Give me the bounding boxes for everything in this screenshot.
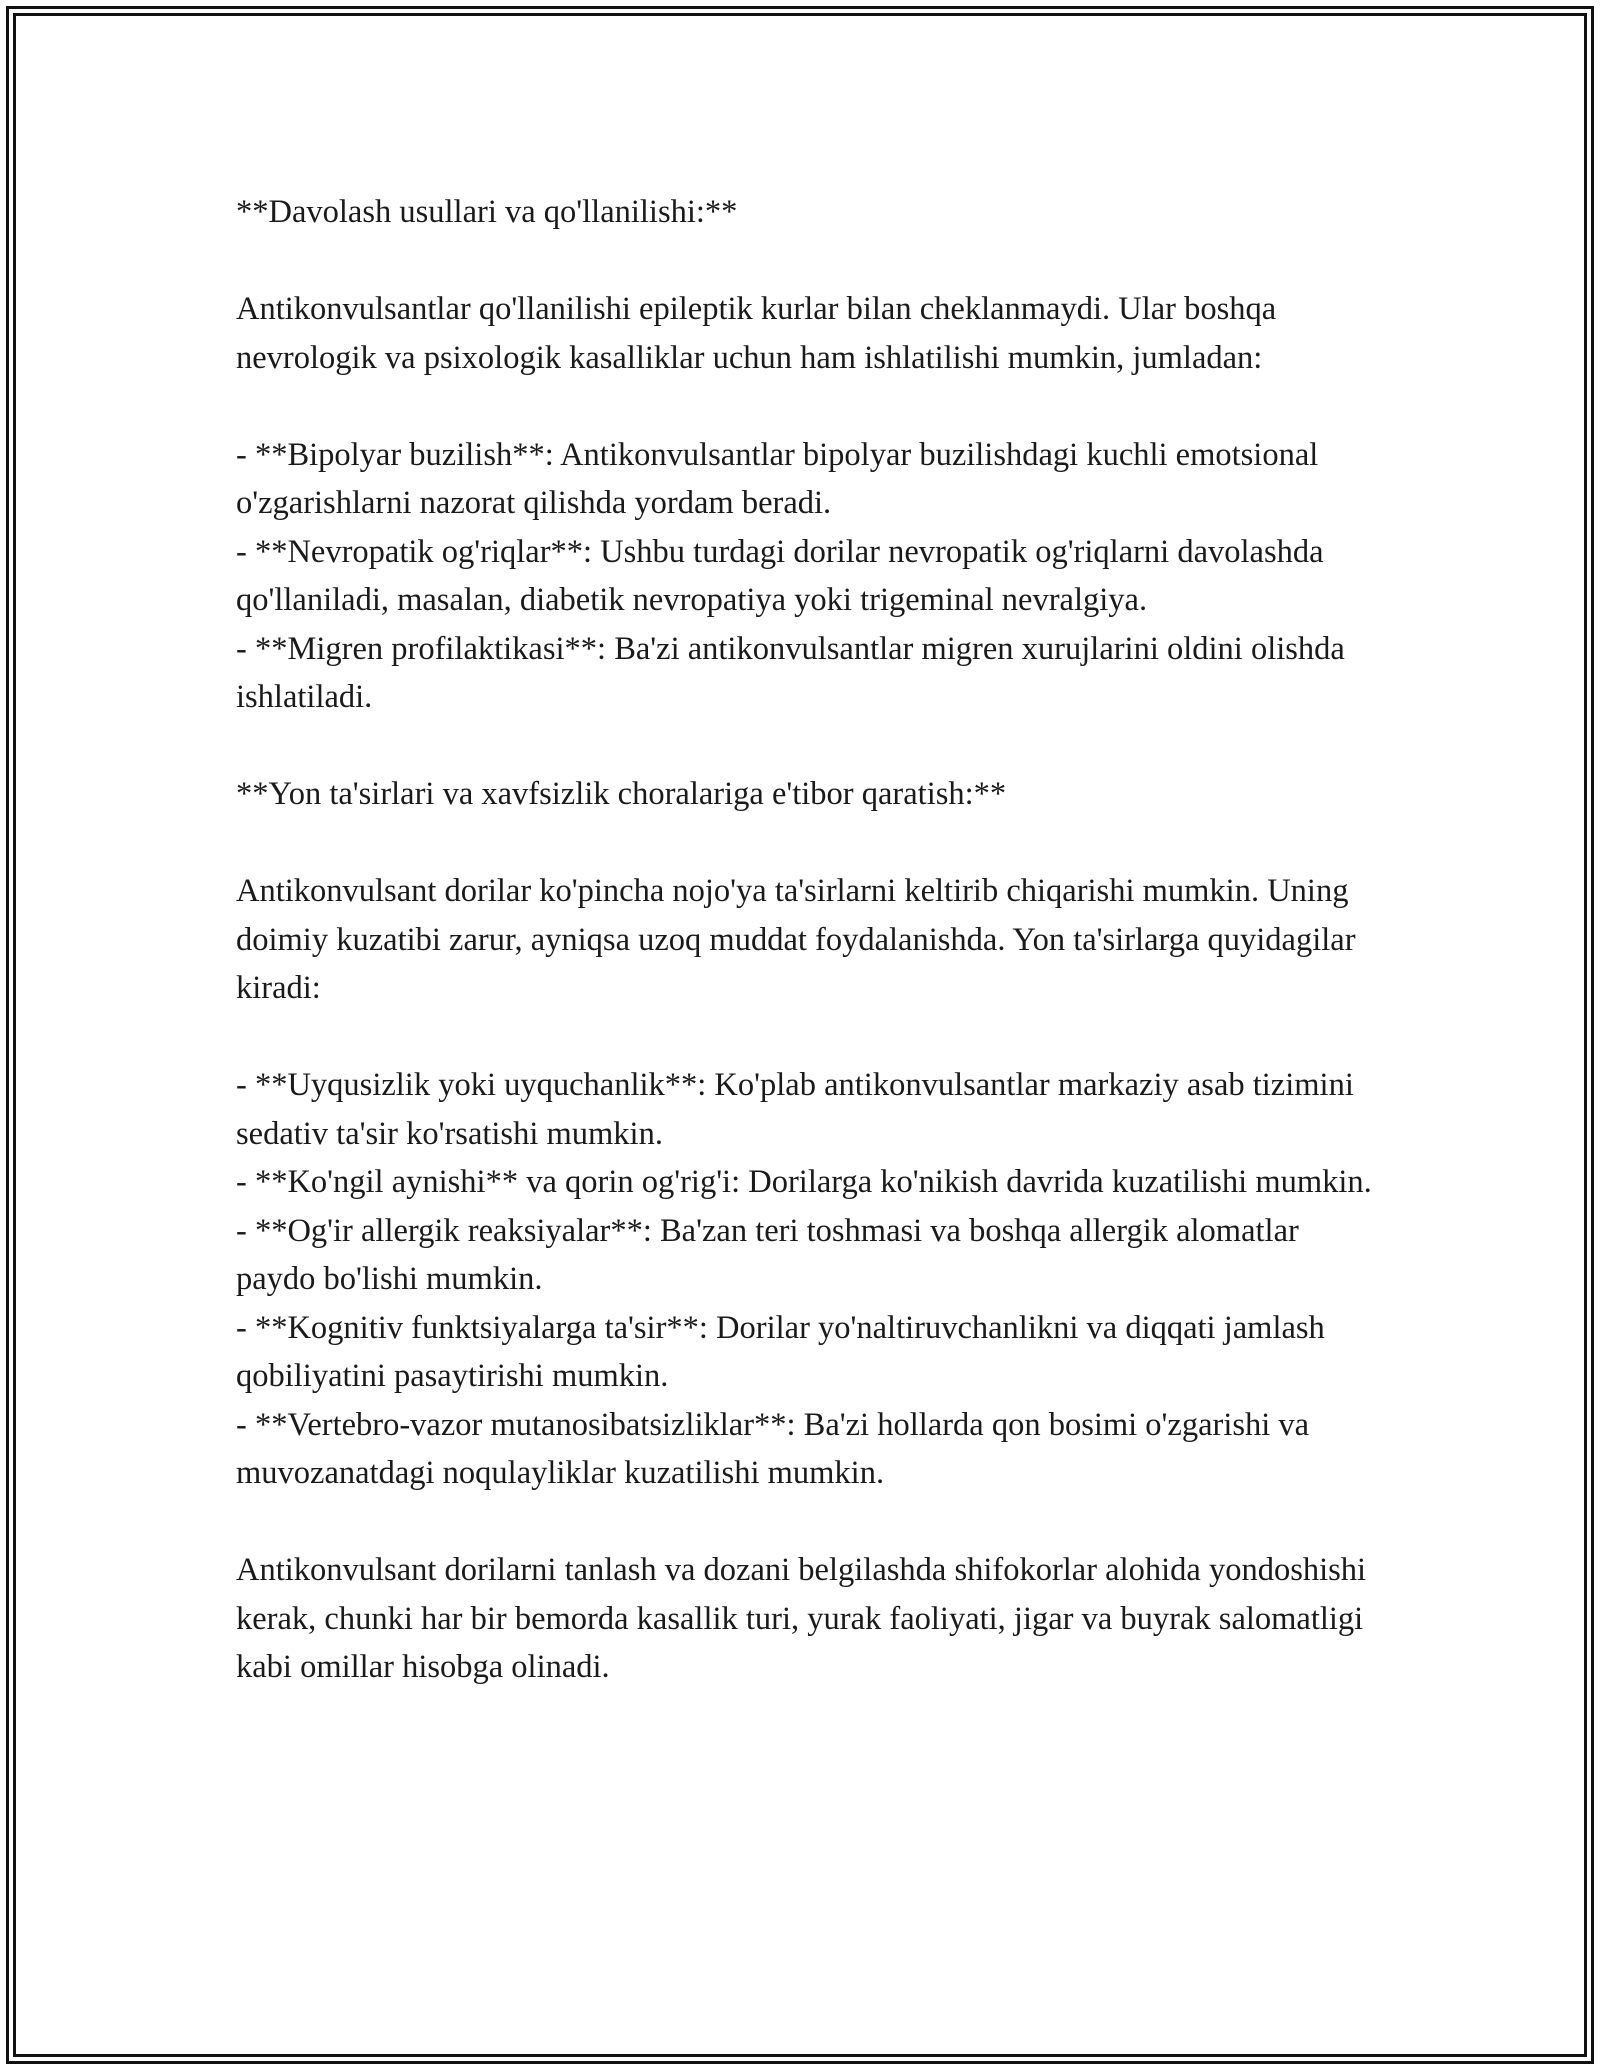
paragraph-gap (236, 382, 1376, 431)
list-item-nausea: - **Ko'ngil aynishi** va qorin og'rig'i: Dorilarga ko'nikish davrida kuzatilishi mumkin. (236, 1164, 1372, 1200)
side-effects-paragraph: Antikonvulsant dorilar ko'pincha nojo'ya ta'sirlarni keltirib chiqarishi mumkin. Uning doimiy kuzatibi zarur, ayniqsa uzoq muddat foydalanishda. Yon ta'sirlarga quyidagilar kiradi: (236, 873, 1356, 1006)
closing-paragraph: Antikonvulsant dorilarni tanlash va dozani belgilashda shifokorlar alohida yondoshishi kerak, chunki har bir bemorda kasallik turi, yurak faoliyati, jigar va buyrak salomatligi kabi omillar hisobga olinadi. (236, 1552, 1367, 1685)
paragraph-gap (236, 722, 1376, 771)
list-item-cognitive: - **Kognitiv funktsiyalarga ta'sir**: Dorilar yo'naltiruvchanlikni va diqqati jamlash qobiliyatini pasaytirishi mumkin. (236, 1309, 1325, 1394)
list-item-vertebro-vasor: - **Vertebro-vazor mutanosibatsizliklar**: Ba'zi hollarda qon bosimi o'zgarishi va muvozanatdagi noqulayliklar kuzatilishi mumkin. (236, 1406, 1310, 1491)
document-body (236, 188, 1376, 1692)
paragraph-gap (236, 1498, 1376, 1547)
list-item-migraine: - **Migren profilaktikasi**: Ba'zi antikonvulsantlar migren xurujlarini oldini olishda ishlatiladi. (236, 630, 1345, 715)
paragraph-gap (236, 237, 1376, 286)
section-heading-treatment: **Davolash usullari va qo'llanilishi:** (236, 194, 738, 230)
section-heading-side-effects: **Yon ta'sirlari va xavfsizlik choralariga e'tibor qaratish:** (236, 776, 1007, 812)
paragraph-gap (236, 1013, 1376, 1062)
list-item-allergy: - **Og'ir allergik reaksiyalar**: Ba'zan teri toshmasi va boshqa allergik alomatlar paydo bo'lishi mumkin. (236, 1212, 1299, 1297)
paragraph-gap (236, 819, 1376, 868)
intro-paragraph: Antikonvulsantlar qo'llanilishi epileptik kurlar bilan cheklanmaydi. Ular boshqa nevrologik va psixologik kasalliklar uchun ham ishlatilishi mumkin, jumladan: (236, 291, 1277, 376)
list-item-neuropathic-pain: - **Nevropatik og'riqlar**: Ushbu turdagi dorilar nevropatik og'riqlarni davolashda qo'llaniladi, masalan, diabetik nevropatiya yoki trigeminal nevralgiya. (236, 533, 1324, 618)
list-item-bipolar: - **Bipolyar buzilish**: Antikonvulsantlar bipolyar buzilishdagi kuchli emotsional o'zgarishlarni nazorat qilishda yordam beradi. (236, 436, 1319, 521)
list-item-sleep: - **Uyqusizlik yoki uyquchanlik**: Ko'plab antikonvulsantlar markaziy asab tizimini sedativ ta'sir ko'rsatishi mumkin. (236, 1067, 1354, 1152)
